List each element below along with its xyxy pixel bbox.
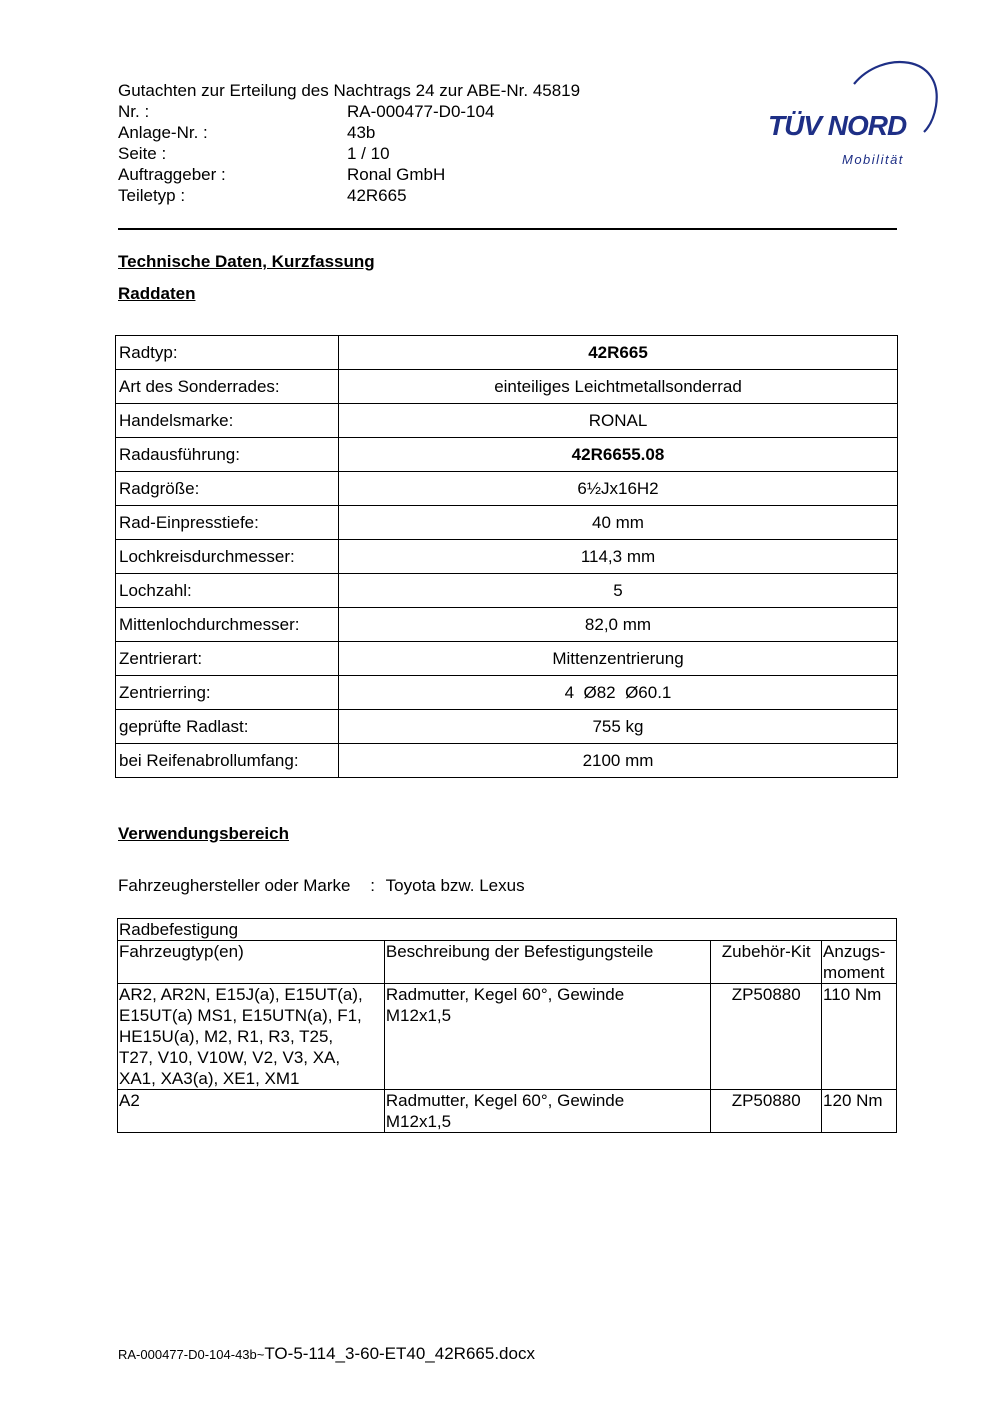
header-divider	[118, 228, 897, 230]
header-key: Teiletyp :	[118, 186, 186, 205]
table-row	[116, 540, 898, 574]
header-key: Auftraggeber :	[118, 165, 226, 184]
document-title: Gutachten zur Erteilung des Nachtrags 24 zur ABE-Nr. 45819	[118, 81, 581, 100]
row-label: Radausführung:	[116, 438, 339, 472]
header-row-seite	[118, 143, 580, 164]
cell-beschreibung	[384, 1090, 710, 1133]
row-label: bei Reifenabrollumfang:	[116, 744, 339, 778]
header-row-teiletyp	[118, 185, 580, 206]
fahrzeughersteller-line	[118, 876, 525, 896]
row-label: Zentrierring:	[116, 676, 339, 710]
table-row	[116, 676, 898, 710]
cell-line: M12x1,5	[385, 1112, 452, 1131]
row-value: 40 mm	[339, 506, 898, 540]
logo-wordmark: TÜV NORD	[768, 110, 907, 141]
header-key: Anlage-Nr. :	[118, 123, 208, 142]
row-value: RONAL	[339, 404, 898, 438]
row-value: einteiliges Leichtmetallsonderrad	[339, 370, 898, 404]
header-value: 42R665	[347, 186, 407, 205]
cell-line: T27, V10, V10W, V2, V3, XA,	[119, 1048, 341, 1067]
section-title: Technische Daten, Kurzfassung	[118, 252, 375, 271]
row-label: Lochkreisdurchmesser:	[116, 540, 339, 574]
row-value: Mittenzentrierung	[339, 642, 898, 676]
raddaten-heading: Raddaten	[118, 284, 196, 303]
fahrzeughersteller-value: Toyota bzw. Lexus	[385, 876, 525, 895]
cell-line: XA1, XA3(a), XE1, XM1	[119, 1069, 300, 1088]
row-label: Rad-Einpresstiefe:	[116, 506, 339, 540]
table-row	[116, 710, 898, 744]
row-label: Mittenlochdurchmesser:	[116, 608, 339, 642]
row-value: 42R6655.08	[339, 438, 898, 472]
table-row	[116, 370, 898, 404]
cell-fahrzeugtyp	[118, 1090, 385, 1133]
cell-line: A2	[119, 1091, 140, 1110]
row-label: Zentrierart:	[116, 642, 339, 676]
header-beschreibung: Beschreibung der Befestigungsteile	[384, 941, 710, 984]
cell-line: HE15U(a), M2, R1, R3, T25,	[119, 1027, 334, 1046]
row-value: 4 Ø82 Ø60.1	[339, 676, 898, 710]
header-kit: Zubehör-Kit	[711, 941, 822, 984]
raddaten-table	[115, 335, 898, 778]
header-fahrzeugtyp: Fahrzeugtyp(en)	[118, 941, 385, 984]
header-moment-line: Anzugs-	[823, 942, 886, 961]
table-row	[116, 744, 898, 778]
tuv-nord-logo	[762, 56, 942, 171]
header-row-nr	[118, 101, 580, 122]
table-row	[116, 336, 898, 370]
cell-kit: ZP50880	[711, 984, 822, 1090]
table-row	[116, 642, 898, 676]
cell-line: Radmutter, Kegel 60°, Gewinde	[385, 985, 625, 1004]
cell-beschreibung	[384, 984, 710, 1090]
header-value: 43b	[347, 123, 376, 142]
header-row-anlage	[118, 122, 580, 143]
cell-moment: 120 Nm	[822, 1090, 897, 1133]
document-header	[118, 80, 580, 206]
table-row	[116, 438, 898, 472]
document-footer	[118, 1344, 535, 1364]
cell-moment: 110 Nm	[822, 984, 897, 1090]
table-row	[118, 1090, 897, 1133]
table-row	[116, 404, 898, 438]
table-row	[116, 506, 898, 540]
table-row	[116, 608, 898, 642]
row-label: Art des Sonderrades:	[116, 370, 339, 404]
header-value: Ronal GmbH	[347, 165, 446, 184]
cell-line: E15UT(a) MS1, E15UTN(a), F1,	[119, 1006, 362, 1025]
header-key: Nr. :	[118, 102, 150, 121]
row-value: 114,3 mm	[339, 540, 898, 574]
row-value: 82,0 mm	[339, 608, 898, 642]
befestigung-title: Radbefestigung	[118, 919, 897, 941]
row-label: Radgröße:	[116, 472, 339, 506]
row-value: 5	[339, 574, 898, 608]
logo-subtitle: Mobilität	[842, 152, 904, 167]
header-row-auftraggeber	[118, 164, 580, 185]
cell-line: Radmutter, Kegel 60°, Gewinde	[385, 1091, 625, 1110]
fahrzeughersteller-separator: :	[370, 876, 375, 895]
row-label: Radtyp:	[116, 336, 339, 370]
table-header-row	[118, 941, 897, 984]
verwendung-heading: Verwendungsbereich	[118, 824, 289, 843]
footer-filename: TO-5-114_3-60-ET40_42R665.docx	[264, 1344, 535, 1363]
row-value: 6½Jx16H2	[339, 472, 898, 506]
table-row	[118, 984, 897, 1090]
row-label: geprüfte Radlast:	[116, 710, 339, 744]
footer-prefix: RA-000477-D0-104-43b~	[118, 1347, 265, 1362]
row-label: Handelsmarke:	[116, 404, 339, 438]
table-row	[116, 472, 898, 506]
row-value: 755 kg	[339, 710, 898, 744]
fahrzeughersteller-label: Fahrzeughersteller oder Marke	[118, 876, 351, 895]
table-title-row	[118, 919, 897, 941]
row-value: 2100 mm	[339, 744, 898, 778]
cell-fahrzeugtyp	[118, 984, 385, 1090]
cell-line: M12x1,5	[385, 1006, 452, 1025]
header-value: RA-000477-D0-104	[347, 102, 495, 121]
header-moment-line: moment	[823, 963, 885, 982]
table-row	[116, 574, 898, 608]
header-value: 1 / 10	[347, 144, 390, 163]
header-moment	[822, 941, 897, 984]
cell-kit: ZP50880	[711, 1090, 822, 1133]
befestigung-table	[117, 918, 897, 1133]
header-key: Seite :	[118, 144, 167, 163]
row-value: 42R665	[339, 336, 898, 370]
row-label: Lochzahl:	[116, 574, 339, 608]
cell-line: AR2, AR2N, E15J(a), E15UT(a),	[119, 985, 363, 1004]
